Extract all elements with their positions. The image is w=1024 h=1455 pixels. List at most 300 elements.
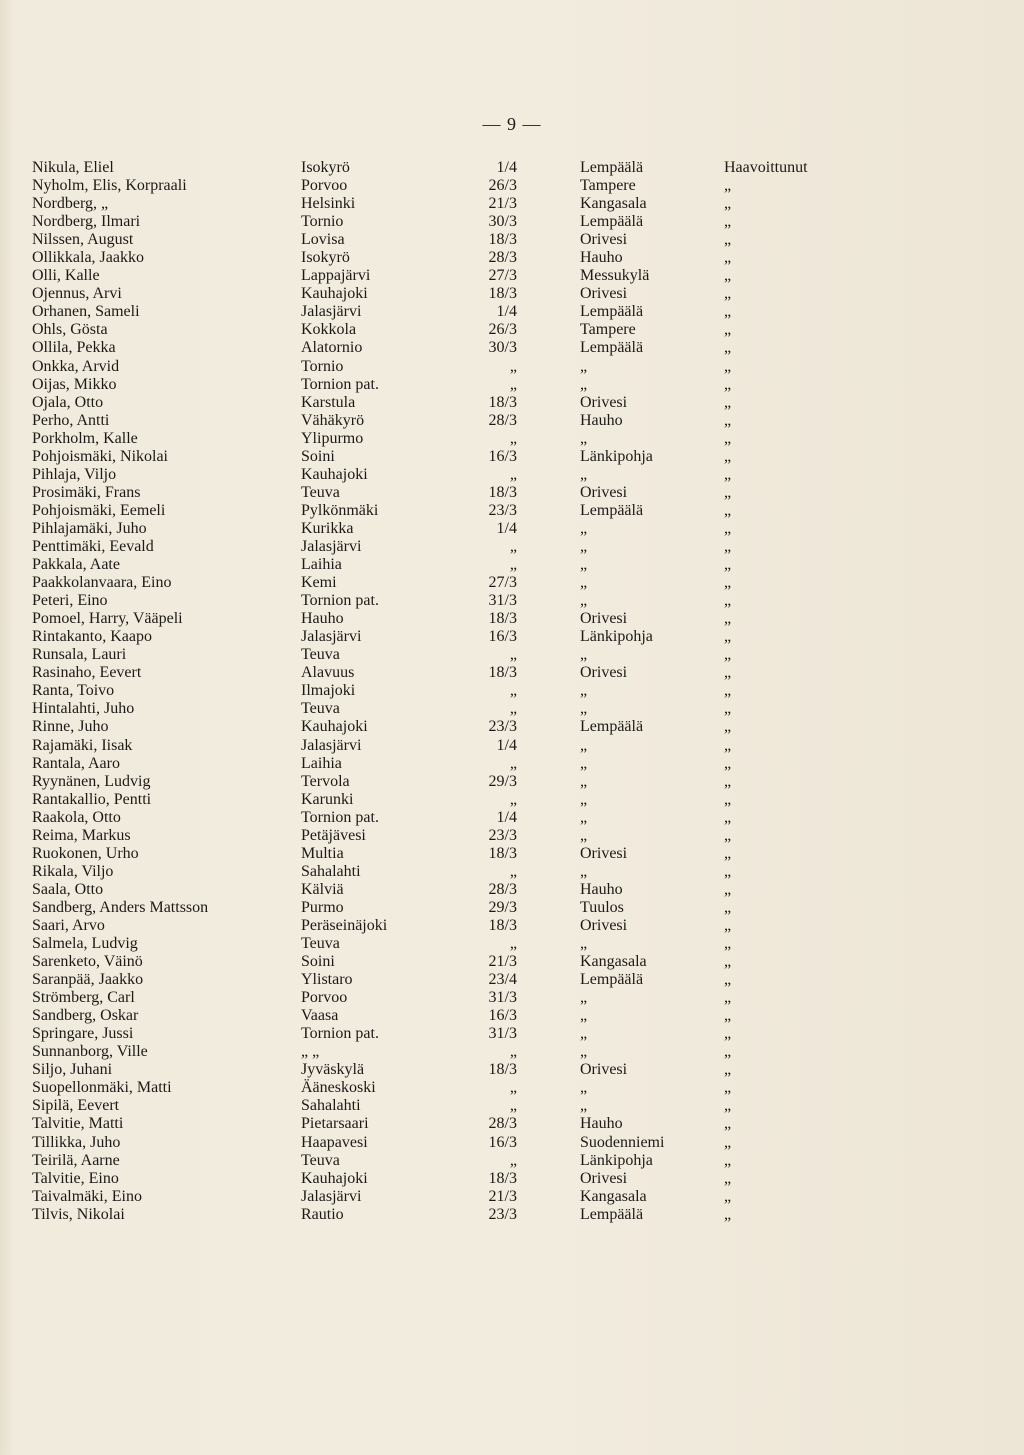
place: „ — [580, 754, 588, 772]
person-name: Sandberg, Anders Mattsson — [32, 898, 209, 916]
place: Orivesi — [580, 1061, 628, 1079]
person-name: Teirilä, Aarne — [32, 1151, 120, 1169]
person-name: Rantala, Aaro — [32, 754, 120, 772]
date: 31/3 — [488, 592, 517, 610]
place: Länkipohja — [580, 1151, 653, 1169]
place: Lempäälä — [580, 213, 644, 231]
date: 18/3 — [488, 610, 517, 628]
table-row — [0, 339, 1024, 357]
result-status: „ — [724, 339, 732, 357]
result-status: „ — [724, 808, 732, 826]
result-status: „ — [724, 303, 732, 321]
page-number: — 9 — — [482, 114, 542, 134]
roster-list — [0, 159, 1024, 1224]
person-name: Ojennus, Arvi — [32, 285, 122, 303]
result-status: „ — [724, 772, 732, 790]
table-row — [0, 538, 1024, 556]
table-row — [0, 664, 1024, 682]
table-row — [0, 195, 1024, 213]
home-town: Alatornio — [301, 339, 363, 357]
home-town: Petäjävesi — [301, 826, 366, 844]
home-town: Tornion pat. — [301, 375, 379, 393]
person-name: Sandberg, Oskar — [32, 1007, 139, 1025]
place: Kangasala — [580, 1187, 647, 1205]
person-name: Pomoel, Harry, Vääpeli — [32, 610, 183, 628]
table-row — [0, 484, 1024, 502]
home-town: Kurikka — [301, 519, 354, 537]
table-row — [0, 755, 1024, 773]
result-status: „ — [724, 862, 732, 880]
place: Kangasala — [580, 195, 647, 213]
person-name: Taivalmäki, Eino — [32, 1187, 142, 1205]
home-town: Helsinki — [301, 195, 356, 213]
date: 16/3 — [488, 447, 517, 465]
date: 18/3 — [488, 664, 517, 682]
person-name: Saari, Arvo — [32, 916, 105, 934]
table-row — [0, 376, 1024, 394]
table-row — [0, 791, 1024, 809]
date: 30/3 — [488, 339, 517, 357]
person-name: Tilvis, Nikolai — [32, 1205, 125, 1223]
home-town: Teuva — [301, 1151, 340, 1169]
person-name: Rantakallio, Pentti — [32, 790, 152, 808]
date: „ — [509, 790, 517, 808]
date: 27/3 — [488, 267, 517, 285]
place: Orivesi — [580, 664, 628, 682]
home-town: Hauho — [301, 610, 344, 628]
person-name: Talvitie, Eino — [32, 1169, 119, 1187]
result-status: „ — [724, 411, 732, 429]
table-row — [0, 682, 1024, 700]
home-town: Kauhajoki — [301, 1169, 368, 1187]
person-name: Rinne, Juho — [32, 718, 109, 736]
table-row — [0, 1025, 1024, 1043]
result-status: „ — [724, 826, 732, 844]
result-status: „ — [724, 935, 732, 953]
place: Orivesi — [580, 285, 628, 303]
result-status: „ — [724, 1187, 732, 1205]
place: Lempäälä — [580, 339, 644, 357]
date: 1/4 — [496, 736, 517, 754]
home-town: Tornio — [301, 357, 344, 375]
table-row — [0, 628, 1024, 646]
table-row — [0, 249, 1024, 267]
date: „ — [509, 1079, 517, 1097]
person-name: Prosimäki, Frans — [32, 483, 141, 501]
result-status: „ — [724, 1061, 732, 1079]
home-town: Soini — [301, 447, 335, 465]
person-name: Ranta, Toivo — [32, 682, 115, 700]
home-town: Jalasjärvi — [301, 628, 362, 646]
result-status: „ — [724, 465, 732, 483]
home-town: Karstula — [301, 393, 356, 411]
result-status: „ — [724, 213, 732, 231]
result-status: „ — [724, 700, 732, 718]
person-name: Raakola, Otto — [32, 808, 121, 826]
person-name: Springare, Jussi — [32, 1025, 134, 1043]
home-town: Haapavesi — [301, 1133, 368, 1151]
result-status: „ — [724, 718, 732, 736]
person-name: Pihlaja, Viljo — [32, 465, 117, 483]
place: Hauho — [580, 1115, 623, 1133]
result-status: „ — [724, 971, 732, 989]
person-name: Strömberg, Carl — [32, 989, 135, 1007]
place: „ — [580, 556, 588, 574]
place: „ — [580, 574, 588, 592]
table-row — [0, 1170, 1024, 1188]
table-row — [0, 448, 1024, 466]
person-name: Rajamäki, Iisak — [32, 736, 133, 754]
date: „ — [509, 700, 517, 718]
date: „ — [509, 1043, 517, 1061]
place: Orivesi — [580, 231, 628, 249]
person-name: Oijas, Mikko — [32, 375, 117, 393]
date: 31/3 — [488, 989, 517, 1007]
date: „ — [509, 1151, 517, 1169]
date: 1/4 — [496, 159, 517, 176]
home-town: Purmo — [301, 898, 344, 916]
home-town: Lovisa — [301, 231, 345, 249]
place: „ — [580, 375, 588, 393]
result-status: „ — [724, 231, 732, 249]
date: 28/3 — [488, 1115, 517, 1133]
person-name: Nordberg, Ilmari — [32, 213, 141, 231]
result-status: „ — [724, 249, 732, 267]
result-status: „ — [724, 195, 732, 213]
home-town: Tornion pat. — [301, 592, 379, 610]
date: „ — [509, 935, 517, 953]
person-name: Ruokonen, Urho — [32, 844, 139, 862]
person-name: Orhanen, Sameli — [32, 303, 140, 321]
date: „ — [509, 754, 517, 772]
home-town: Ylistaro — [301, 971, 353, 989]
date: „ — [509, 862, 517, 880]
place: Lempäälä — [580, 1205, 644, 1223]
place: „ — [580, 1043, 588, 1061]
date: „ — [509, 429, 517, 447]
person-name: Penttimäki, Eevald — [32, 537, 154, 555]
home-town: Laihia — [301, 754, 342, 772]
home-town: Ylipurmo — [301, 429, 364, 447]
date: 28/3 — [488, 880, 517, 898]
table-row — [0, 520, 1024, 538]
place: „ — [580, 1007, 588, 1025]
home-town: Ääneskoski — [301, 1079, 376, 1097]
table-row — [0, 231, 1024, 249]
result-status: „ — [724, 592, 732, 610]
date: 18/3 — [488, 285, 517, 303]
table-row — [0, 285, 1024, 303]
person-name: Sarenketo, Väinö — [32, 953, 143, 971]
home-town: Jalasjärvi — [301, 537, 362, 555]
person-name: Ollikkala, Jaakko — [32, 249, 144, 267]
place: „ — [580, 989, 588, 1007]
person-name: Ollila, Pekka — [32, 339, 116, 357]
place: Orivesi — [580, 844, 628, 862]
table-row — [0, 321, 1024, 339]
place: Länkipohja — [580, 628, 653, 646]
place: Länkipohja — [580, 447, 653, 465]
date: 29/3 — [488, 772, 517, 790]
home-town: Peräseinäjoki — [301, 916, 388, 934]
result-status: „ — [724, 429, 732, 447]
date: „ — [509, 646, 517, 664]
table-row — [0, 845, 1024, 863]
place: „ — [580, 682, 588, 700]
table-row — [0, 935, 1024, 953]
home-town: Jyväskylä — [301, 1061, 365, 1079]
home-town: Pylkönmäki — [301, 501, 379, 519]
person-name: Perho, Antti — [32, 411, 110, 429]
table-row — [0, 1152, 1024, 1170]
person-name: Tillikka, Juho — [32, 1133, 121, 1151]
result-status: „ — [724, 916, 732, 934]
date: 28/3 — [488, 411, 517, 429]
result-status: „ — [724, 844, 732, 862]
table-row — [0, 809, 1024, 827]
result-status: „ — [724, 1025, 732, 1043]
person-name: Runsala, Lauri — [32, 646, 127, 664]
result-status: „ — [724, 483, 732, 501]
place: Lempäälä — [580, 159, 644, 176]
table-row — [0, 159, 1024, 177]
result-status: „ — [724, 1169, 732, 1187]
person-name: Hintalahti, Juho — [32, 700, 135, 718]
home-town: Isokyrö — [301, 159, 350, 176]
table-row — [0, 1097, 1024, 1115]
result-status: „ — [724, 682, 732, 700]
table-row — [0, 502, 1024, 520]
date: 26/3 — [488, 321, 517, 339]
place: „ — [580, 700, 588, 718]
person-name: Rikala, Viljo — [32, 862, 114, 880]
result-status: „ — [724, 357, 732, 375]
date: „ — [509, 357, 517, 375]
table-row — [0, 1043, 1024, 1061]
table-row — [0, 610, 1024, 628]
date: 23/3 — [488, 1205, 517, 1223]
table-row — [0, 466, 1024, 484]
table-row — [0, 899, 1024, 917]
home-town: Tervola — [301, 772, 350, 790]
home-town: Sahalahti — [301, 1097, 361, 1115]
place: Messukylä — [580, 267, 650, 285]
result-status: „ — [724, 1043, 732, 1061]
home-town: Laihia — [301, 556, 342, 574]
place: „ — [580, 519, 588, 537]
result-status: „ — [724, 1115, 732, 1133]
place: Hauho — [580, 249, 623, 267]
person-name: Salmela, Ludvig — [32, 935, 138, 953]
date: „ — [509, 682, 517, 700]
date: 18/3 — [488, 1061, 517, 1079]
person-name: Peteri, Eino — [32, 592, 108, 610]
place: „ — [580, 772, 588, 790]
place: „ — [580, 736, 588, 754]
table-row — [0, 827, 1024, 845]
home-town: Kokkola — [301, 321, 357, 339]
table-row — [0, 718, 1024, 736]
home-town: Teuva — [301, 646, 340, 664]
place: „ — [580, 808, 588, 826]
home-town: Jalasjärvi — [301, 303, 362, 321]
home-town: Porvoo — [301, 177, 348, 195]
place: „ — [580, 826, 588, 844]
table-row — [0, 177, 1024, 195]
place: Orivesi — [580, 610, 628, 628]
home-town: Tornion pat. — [301, 808, 379, 826]
person-name: Rasinaho, Eevert — [32, 664, 142, 682]
person-name: Ojala, Otto — [32, 393, 104, 411]
person-name: Talvitie, Matti — [32, 1115, 124, 1133]
result-status: „ — [724, 447, 732, 465]
date: 30/3 — [488, 213, 517, 231]
date: 27/3 — [488, 574, 517, 592]
person-name: Paakkolanvaara, Eino — [32, 574, 172, 592]
result-status: „ — [724, 790, 732, 808]
place: Hauho — [580, 880, 623, 898]
date: „ — [509, 465, 517, 483]
date: 29/3 — [488, 898, 517, 916]
person-name: Sunnanborg, Ville — [32, 1043, 148, 1061]
place: Orivesi — [580, 916, 628, 934]
result-status: „ — [724, 375, 732, 393]
home-town: Porvoo — [301, 989, 348, 1007]
result-status: „ — [724, 610, 732, 628]
place: „ — [580, 862, 588, 880]
result-status: „ — [724, 519, 732, 537]
person-name: Saranpää, Jaakko — [32, 971, 144, 989]
date: „ — [509, 556, 517, 574]
table-row — [0, 394, 1024, 412]
place: Orivesi — [580, 483, 628, 501]
person-name: Siljo, Juhani — [32, 1061, 113, 1079]
result-status: „ — [724, 628, 732, 646]
home-town: Multia — [301, 844, 344, 862]
date: 18/3 — [488, 483, 517, 501]
table-row — [0, 358, 1024, 376]
home-town: Lappajärvi — [301, 267, 371, 285]
home-town: Tornio — [301, 213, 344, 231]
result-status: „ — [724, 646, 732, 664]
person-name: Pohjoismäki, Eemeli — [32, 501, 166, 519]
place: Orivesi — [580, 1169, 628, 1187]
date: 23/3 — [488, 501, 517, 519]
table-row — [0, 430, 1024, 448]
table-row — [0, 592, 1024, 610]
date: 23/3 — [488, 718, 517, 736]
table-row — [0, 213, 1024, 231]
place: „ — [580, 935, 588, 953]
table-row — [0, 1115, 1024, 1133]
place: Hauho — [580, 411, 623, 429]
table-row — [0, 737, 1024, 755]
person-name: Nilssen, August — [32, 231, 134, 249]
home-town: Vähäkyrö — [301, 411, 365, 429]
table-row — [0, 953, 1024, 971]
table-row — [0, 881, 1024, 899]
result-status: „ — [724, 267, 732, 285]
date: 21/3 — [488, 1187, 517, 1205]
person-name: Ryynänen, Ludvig — [32, 772, 151, 790]
place: Tuulos — [580, 898, 624, 916]
person-name: Nyholm, Elis, Korpraali — [32, 177, 187, 195]
date: 21/3 — [488, 953, 517, 971]
person-name: Reima, Markus — [32, 826, 131, 844]
table-row — [0, 1188, 1024, 1206]
home-town: Kauhajoki — [301, 718, 368, 736]
person-name: Pohjoismäki, Nikolai — [32, 447, 168, 465]
person-name: Nikula, Eliel — [32, 159, 114, 176]
table-row — [0, 267, 1024, 285]
home-town: Ilmajoki — [301, 682, 356, 700]
date: 18/3 — [488, 844, 517, 862]
person-name: Rintakanto, Kaapo — [32, 628, 152, 646]
result-status: „ — [724, 953, 732, 971]
home-town: Vaasa — [301, 1007, 339, 1025]
date: 18/3 — [488, 393, 517, 411]
table-row — [0, 303, 1024, 321]
result-status: „ — [724, 754, 732, 772]
home-town: Pietarsaari — [301, 1115, 369, 1133]
home-town: Teuva — [301, 483, 340, 501]
date: 1/4 — [496, 303, 517, 321]
date: 16/3 — [488, 1007, 517, 1025]
result-status: „ — [724, 556, 732, 574]
place: „ — [580, 357, 588, 375]
person-name: Onkka, Arvid — [32, 357, 120, 375]
home-town: Teuva — [301, 935, 340, 953]
person-name: Ohls, Gösta — [32, 321, 108, 339]
place: Lempäälä — [580, 303, 644, 321]
place: „ — [580, 429, 588, 447]
table-row — [0, 917, 1024, 935]
date: 16/3 — [488, 628, 517, 646]
home-town: Soini — [301, 953, 335, 971]
person-name: Saala, Otto — [32, 880, 104, 898]
place: Lempäälä — [580, 718, 644, 736]
place: Tampere — [580, 177, 636, 195]
person-name: Pakkala, Aate — [32, 556, 120, 574]
result-status: Haavoittunut — [724, 159, 808, 176]
result-status: „ — [724, 1007, 732, 1025]
date: 1/4 — [496, 519, 517, 537]
date: 16/3 — [488, 1133, 517, 1151]
place: „ — [580, 646, 588, 664]
place: „ — [580, 537, 588, 555]
date: 23/4 — [488, 971, 517, 989]
place: „ — [580, 1025, 588, 1043]
date: 18/3 — [488, 1169, 517, 1187]
result-status: „ — [724, 898, 732, 916]
home-town: Jalasjärvi — [301, 736, 362, 754]
home-town: Karunki — [301, 790, 354, 808]
home-town: Isokyrö — [301, 249, 350, 267]
person-name: Porkholm, Kalle — [32, 429, 138, 447]
date: 31/3 — [488, 1025, 517, 1043]
home-town: Alavuus — [301, 664, 355, 682]
home-town: „ „ — [301, 1043, 320, 1061]
home-town: Rautio — [301, 1205, 344, 1223]
result-status: „ — [724, 1097, 732, 1115]
result-status: „ — [724, 285, 732, 303]
home-town: Kälviä — [301, 880, 344, 898]
result-status: „ — [724, 574, 732, 592]
home-town: Kemi — [301, 574, 337, 592]
place: Tampere — [580, 321, 636, 339]
result-status: „ — [724, 537, 732, 555]
date: 1/4 — [496, 808, 517, 826]
